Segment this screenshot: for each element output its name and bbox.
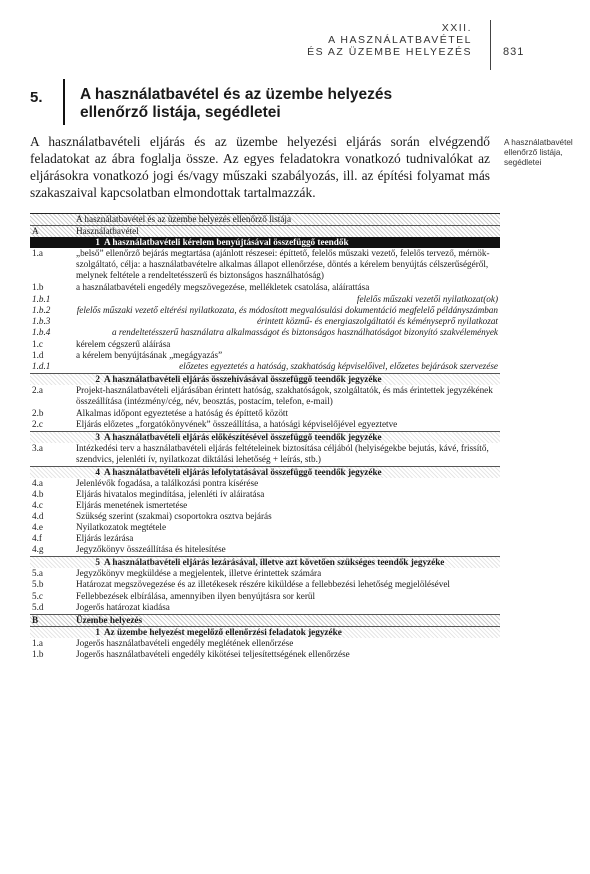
table-title-row [30, 214, 500, 225]
table-row [30, 248, 500, 282]
row-code: 4.f [32, 533, 42, 543]
page-number: 831 [503, 46, 525, 58]
row-code: 1.b.1 [32, 294, 51, 304]
row-text: kérelem cégszerű aláírása [76, 339, 171, 349]
table-row [30, 489, 500, 500]
row-text: Alkalmas időpont egyeztetése a hatóság és építtető között [76, 408, 289, 418]
table-row [30, 511, 500, 522]
row-text: a kérelem benyújtásának „megágyazás” [76, 350, 223, 360]
checklist-table [30, 213, 500, 660]
group-title: A használatbavételi eljárás lefolytatásával összefüggő teendők jegyzéke [104, 467, 382, 477]
table-row [30, 579, 500, 591]
row-code: 5.c [32, 591, 43, 601]
row-text: felelős műszaki vezető eltérési nyilatkozata, és módosított megvalósulási dokumentáció megfelelő példányszámban [76, 305, 498, 315]
row-code: 4.b [32, 489, 44, 499]
table-row [30, 478, 500, 489]
table-row [30, 522, 500, 533]
chapter-number: XXII. [441, 22, 472, 34]
row-code: 4.d [32, 511, 44, 521]
row-code: 1.a [32, 248, 43, 258]
row-text: Projekt-használatbavételi eljárásában érintett hatóság, szakhatóságok, szolgáltatók, és más érintettek jegyzékének összeállítása (intézmény/cég, név, beosztás, postacím, telefon, e-mail) [76, 385, 493, 406]
row-text: előzetes egyeztetés a hatóság, szakhatóság képviselőivel, előzetes bejárások szervezése [179, 361, 498, 371]
part-b-code: B [32, 615, 39, 625]
row-text: Jogerős használatbavételi engedély kikötései teljesítettségének ellenőrzése [76, 649, 350, 659]
table-subrow [30, 361, 500, 373]
group-number: 5 [95, 557, 100, 567]
row-text: Jegyzőkönyv összeállítása és hitelesítése [76, 544, 226, 554]
margin-note: A használatbavétel ellenőrző listája, segédletei [504, 138, 573, 167]
row-text: Jogerős határozat kiadása [76, 602, 170, 612]
row-text: Eljárás menetének ismertetése [76, 500, 188, 510]
row-text: Szükség szerint (szakmai) csoportokra osztva bejárás [76, 511, 272, 521]
group-5-header [30, 556, 500, 568]
section-title: A használatbavétel és az üzembe helyezés ellenőrző listája, segédletei [80, 86, 393, 121]
row-code: 1.b [32, 649, 44, 659]
table-row [30, 591, 500, 602]
row-text: Intézkedési terv a használatbavételi eljárás feltételeinek biztosítása céljából (helyiségekbe bejutás, kávé, frissítő, szendvics, jelenléti ív, nyilatkozat diktálási lehetőség + leírás, stb.) [76, 443, 489, 464]
table-row [30, 350, 500, 361]
group-number: 4 [95, 467, 100, 477]
part-a-label: Használatbavétel [76, 226, 139, 236]
group-title: A használatbavételi eljárás előkészítésével összefüggő teendők jegyzéke [104, 432, 382, 442]
group-number: 1 [95, 627, 100, 637]
row-code: 1.b.2 [32, 305, 51, 315]
table-subrow [30, 294, 500, 305]
running-header [307, 22, 472, 58]
row-code: 1.b.3 [32, 316, 51, 326]
section-bar [63, 79, 65, 125]
group-number: 2 [95, 374, 100, 384]
row-text: Jegyzőkönyv megküldése a megjelentek, illetve érintettek számára [76, 568, 322, 578]
table-row [30, 649, 500, 660]
row-code: 5.a [32, 568, 43, 578]
table-row [30, 443, 500, 466]
row-code: 4.c [32, 500, 43, 510]
table-row [30, 568, 500, 579]
intro-paragraph: A használatbavételi eljárás és az üzembe helyezési eljárás során elvégzendő feladatokat az ábra foglalja össze. Az egyes feladatokra vonatkozó tudnivalókat az eljárásokra vonatkozó jogi és/vagy műszaki szabályozás, ill. az építési folyamat más szakaszaival kapcsolatban elmondottak tartalmazzák. [30, 134, 490, 200]
row-code: 4.g [32, 544, 44, 554]
header-divider [490, 20, 491, 70]
row-code: 1.a [32, 638, 43, 648]
table-row [30, 544, 500, 556]
group-2-header [30, 373, 500, 385]
row-code: 2.b [32, 408, 44, 418]
row-text: Jogerős használatbavételi engedély meglétének ellenőrzése [76, 638, 294, 648]
row-code: 5.d [32, 602, 44, 612]
row-text: Fellebbezések elbírálása, amennyiben ilyen benyújtásra sor kerül [76, 591, 316, 601]
row-code: 2.c [32, 419, 43, 429]
row-text: „belső” ellenőrző bejárás megtartása (ajánlott részesei: építtető, felelős műszaki vezető, felelős tervező, mérnök-szolgáltató, célja: a használatbavételre alkalmas állapot ellenőrzése, döntés a kérelem benyújtás célszerűségéről, melynek feltétele a rendeltetésszerű és biztonságos használhatóság) [76, 248, 490, 280]
section-number: 5. [30, 89, 43, 106]
group-3-header [30, 431, 500, 443]
row-text: Eljárás lezárása [76, 533, 134, 543]
table-row [30, 419, 500, 431]
group-1-header [30, 237, 500, 248]
table-subrow [30, 327, 500, 339]
row-code: 2.a [32, 385, 43, 395]
row-text: Jelenlévők fogadása, a találkozási pontra kísérése [76, 478, 259, 488]
group-title: A használatbavételi kérelem benyújtásával összefüggő teendők [104, 237, 349, 247]
row-code: 3.a [32, 443, 43, 453]
row-text: Nyilatkozatok megtétele [76, 522, 167, 532]
table-row [30, 533, 500, 544]
row-code: 1.b.4 [32, 327, 51, 337]
table-row [30, 385, 500, 408]
table-subrow [30, 316, 500, 327]
group-title: A használatbavételi eljárás lezárásával, illetve azt követően szükséges teendők jegyzéke [104, 557, 445, 567]
table-row [30, 282, 500, 294]
group-b1-header [30, 626, 500, 638]
part-a-code: A [32, 226, 39, 236]
row-code: 1.b [32, 282, 44, 292]
row-code: 4.e [32, 522, 43, 532]
row-text: felelős műszaki vezetői nyilatkozat(ok) [356, 294, 498, 304]
table-subrow [30, 305, 500, 316]
row-code: 5.b [32, 579, 44, 589]
row-text: a rendeltetésszerű használatra alkalmasságot és biztonságos használhatóságot bizonyító szakvélemények [111, 327, 498, 337]
table-row [30, 638, 500, 649]
row-code: 1.d.1 [32, 361, 51, 371]
row-text: érintett közmű- és energiaszolgáltatói és kéményseprő nyilatkozat [256, 316, 498, 326]
table-title: A használatbavétel és az üzembe helyezés ellenőrző listája [76, 214, 292, 224]
table-row [30, 602, 500, 614]
row-code: 1.d [32, 350, 44, 360]
row-code: 1.c [32, 339, 43, 349]
table-row [30, 500, 500, 511]
chapter-title-line1: A HASZNÁLATBAVÉTEL [328, 34, 472, 46]
row-text: Határozat megszövegezése és az illetékesek részére kiküldése a fellebbezési lehetőség megjelölésével [76, 579, 450, 589]
part-b-row [30, 614, 500, 626]
row-text: a használatbavételi engedély megszövegezése, mellékletek csatolása, aláírattása [76, 282, 370, 292]
table-row [30, 339, 500, 350]
group-4-header [30, 466, 500, 478]
group-number: 1 [95, 237, 100, 247]
row-text: Eljárás hivatalos megindítása, jelenléti ív aláiratása [76, 489, 265, 499]
group-title: Az üzembe helyezést megelőző ellenőrzési feladatok jegyzéke [104, 627, 342, 637]
table-row [30, 408, 500, 419]
group-number: 3 [95, 432, 100, 442]
part-b-label: Üzembe helyezés [76, 615, 143, 625]
part-a-row [30, 225, 500, 237]
chapter-title-line2: ÉS AZ ÜZEMBE HELYEZÉS [307, 46, 472, 58]
row-text: Eljárás előzetes „forgatókönyvének” összeállítása, a hatósági képviselőjével egyeztetve [76, 419, 398, 429]
row-code: 4.a [32, 478, 43, 488]
group-title: A használatbavételi eljárás összehívásával összefüggő teendők jegyzéke [104, 374, 382, 384]
